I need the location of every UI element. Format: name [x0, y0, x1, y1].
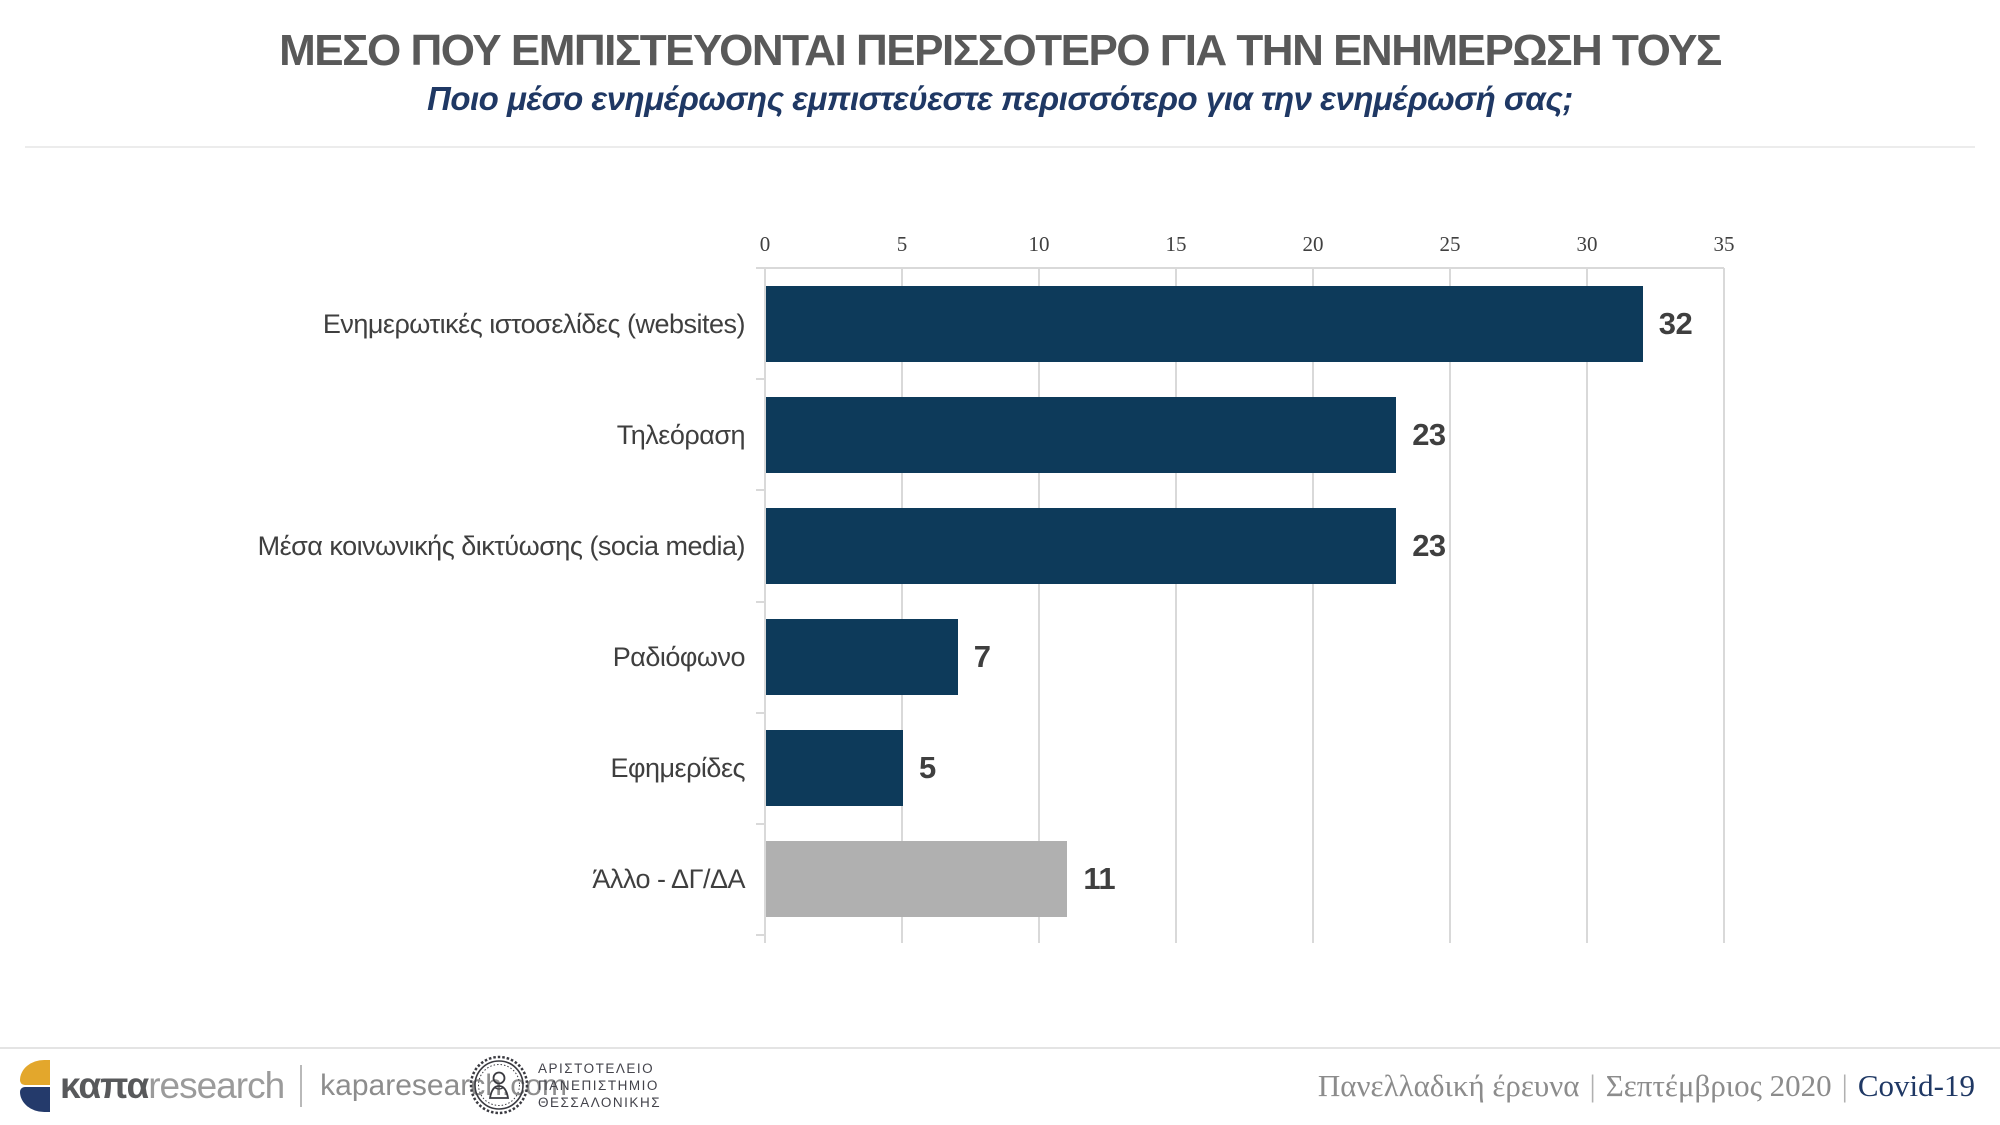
category-axis-tick [756, 489, 765, 491]
category-label: Ενημερωτικές ιστοσελίδες (websites) [322, 308, 745, 339]
research-logo-text: research [148, 1065, 285, 1106]
value-label: 7 [973, 639, 991, 675]
category-axis-tick [756, 601, 765, 603]
value-label: 23 [1412, 527, 1446, 563]
gridline [1586, 268, 1588, 943]
kapa-logo-icon [20, 1060, 50, 1112]
survey-separator-2: | [1841, 1068, 1848, 1103]
axis-tick-label: 35 [1713, 232, 1735, 256]
university-name [538, 1060, 661, 1111]
axis-tick-label: 30 [1576, 232, 1598, 256]
value-label: 23 [1412, 416, 1446, 452]
axis-tick-label: 15 [1165, 232, 1187, 256]
category-axis-tick [756, 712, 765, 714]
survey-name: Πανελλαδική έρευνα [1317, 1068, 1580, 1103]
survey-separator-1: | [1589, 1068, 1596, 1103]
category-label: Μέσα κοινωνικής δικτύωσης (socia media) [257, 530, 745, 561]
gridline [1312, 268, 1314, 943]
bar-3 [766, 508, 1396, 584]
axis-tick-label: 10 [1028, 232, 1050, 256]
axis-tick-label: 25 [1439, 232, 1461, 256]
gridline [1175, 268, 1177, 943]
category-axis-tick [756, 934, 765, 936]
bar-5 [766, 730, 903, 806]
chart-title: ΜΕΣΟ ΠΟΥ ΕΜΠΙΣΤΕΥΟΝΤΑΙ ΠΕΡΙΣΣΟΤΕΡΟ ΓΙΑ ΤΗΝ ΕΝΗΜΕΡΩΣΗ ΤΟΥΣ [279, 26, 1721, 75]
bar-2 [766, 397, 1396, 473]
footer [0, 1048, 2000, 1125]
value-label: 11 [1083, 861, 1116, 897]
value-label: 32 [1658, 305, 1693, 341]
bar-6 [766, 841, 1067, 917]
survey-topic: Covid-19 [1857, 1068, 1975, 1103]
kapa-logo-icon-bottom [20, 1087, 50, 1112]
kapa-logo-icon-top [20, 1060, 50, 1085]
bar-1 [766, 286, 1643, 362]
category-axis-tick [756, 823, 765, 825]
axis-tick-label: 5 [896, 232, 908, 256]
survey-date: Σεπτέμβριος 2020 [1605, 1068, 1832, 1103]
category-label: Άλλο - ΔΓ/ΔΑ [592, 864, 745, 895]
gridline [1723, 268, 1725, 943]
value-label: 5 [919, 750, 936, 786]
aristotle-university-logo [468, 1054, 661, 1116]
university-seal-icon [468, 1054, 530, 1116]
category-axis-tick [756, 378, 765, 380]
bar-4 [766, 619, 958, 695]
survey-info [1318, 1068, 1975, 1104]
category-label: Εφημερίδες [610, 753, 745, 784]
category-label: Ραδιόφωνο [612, 642, 745, 673]
logo-separator [300, 1065, 302, 1107]
university-name-line1: ΑΡΙΣΤΟΤΕΛΕΙΟ [538, 1060, 655, 1076]
kaparesearch-domain: kaparesearch.com [320, 1069, 567, 1102]
university-name-line2: ΠΑΝΕΠΙΣΤΗΜΙΟ [538, 1077, 659, 1093]
axis-tick-label: 20 [1302, 232, 1324, 256]
chart-subtitle: Ποιο μέσο ενημέρωσης εμπιστεύεστε περισσότερο για την ενημέρωσή σας; [427, 80, 1573, 117]
kapa-logo-text: καπα [60, 1065, 149, 1106]
category-label: Τηλεόραση [616, 419, 745, 450]
category-axis-tick [756, 267, 765, 269]
top-axis-line [756, 267, 1724, 269]
gridline [1449, 268, 1451, 943]
university-name-line3: ΘΕΣΣΑΛΟΝΙΚΗΣ [538, 1094, 662, 1110]
axis-tick-label: 0 [759, 232, 771, 256]
